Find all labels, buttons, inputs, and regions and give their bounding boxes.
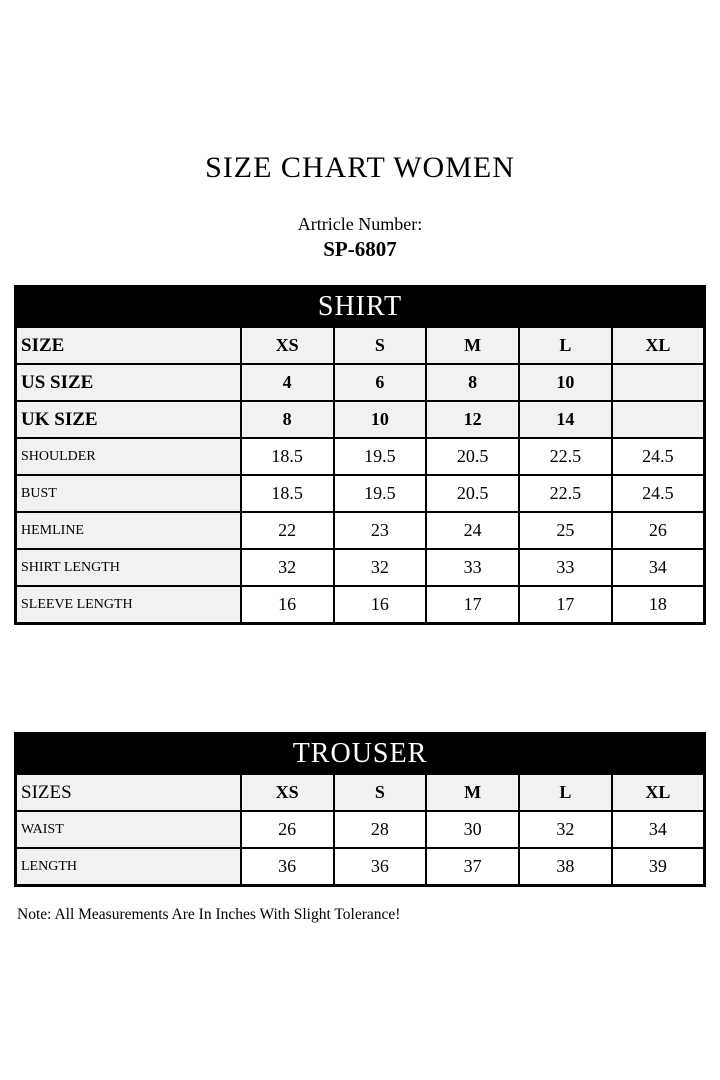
row-label: SIZES — [16, 774, 241, 811]
size-value-cell: XL — [612, 774, 705, 811]
size-value-cell: 18.5 — [241, 438, 334, 475]
table-row — [16, 512, 705, 549]
trouser-table-header-row — [16, 734, 705, 775]
size-value-cell: 22.5 — [519, 475, 612, 512]
size-value-cell: XL — [612, 327, 705, 364]
size-value-cell: M — [426, 774, 519, 811]
page-title: SIZE CHART WOMEN — [205, 151, 515, 184]
size-value-cell: 34 — [612, 549, 705, 586]
shirt-table-header-row — [16, 287, 705, 328]
size-value-cell: 12 — [426, 401, 519, 438]
size-value-cell: 23 — [334, 512, 427, 549]
size-value-cell: M — [426, 327, 519, 364]
shirt-table-body — [16, 327, 705, 624]
size-value-cell: 18 — [612, 586, 705, 624]
size-value-cell: 24 — [426, 512, 519, 549]
size-value-cell: 36 — [241, 848, 334, 886]
trouser-size-table — [14, 732, 706, 887]
table-row — [16, 586, 705, 624]
measurement-note: Note: All Measurements Are In Inches With Slight Tolerance! — [17, 906, 401, 923]
size-value-cell: 32 — [241, 549, 334, 586]
row-label: US SIZE — [16, 364, 241, 401]
size-value-cell: 10 — [334, 401, 427, 438]
size-value-cell: 28 — [334, 811, 427, 848]
size-value-cell: 20.5 — [426, 438, 519, 475]
size-value-cell: XS — [241, 774, 334, 811]
size-value-cell: 22 — [241, 512, 334, 549]
row-label: WAIST — [16, 811, 241, 848]
table-row — [16, 401, 705, 438]
size-value-cell: L — [519, 327, 612, 364]
article-number-value: SP-6807 — [323, 237, 397, 261]
size-value-cell: 19.5 — [334, 475, 427, 512]
table-row — [16, 811, 705, 848]
size-value-cell: 38 — [519, 848, 612, 886]
table-row — [16, 475, 705, 512]
size-value-cell: 36 — [334, 848, 427, 886]
table-row — [16, 438, 705, 475]
size-value-cell: 10 — [519, 364, 612, 401]
size-value-cell — [612, 401, 705, 438]
row-label: SIZE — [16, 327, 241, 364]
size-value-cell: 16 — [334, 586, 427, 624]
row-label: SHIRT LENGTH — [16, 549, 241, 586]
size-value-cell: 19.5 — [334, 438, 427, 475]
row-label: LENGTH — [16, 848, 241, 886]
shirt-table-title: SHIRT — [16, 287, 705, 328]
size-value-cell — [612, 364, 705, 401]
size-value-cell: 17 — [426, 586, 519, 624]
size-value-cell: 37 — [426, 848, 519, 886]
row-label: SHOULDER — [16, 438, 241, 475]
size-value-cell: 25 — [519, 512, 612, 549]
trouser-table-body — [16, 774, 705, 886]
table-row — [16, 774, 705, 811]
size-value-cell: 6 — [334, 364, 427, 401]
size-value-cell: 39 — [612, 848, 705, 886]
row-label: UK SIZE — [16, 401, 241, 438]
shirt-size-table — [14, 285, 706, 625]
size-value-cell: 18.5 — [241, 475, 334, 512]
size-value-cell: 22.5 — [519, 438, 612, 475]
size-value-cell: 8 — [426, 364, 519, 401]
size-value-cell: S — [334, 774, 427, 811]
size-value-cell: 4 — [241, 364, 334, 401]
size-value-cell: 16 — [241, 586, 334, 624]
size-value-cell: 30 — [426, 811, 519, 848]
row-label: SLEEVE LENGTH — [16, 586, 241, 624]
size-value-cell: 14 — [519, 401, 612, 438]
size-value-cell: 32 — [334, 549, 427, 586]
size-value-cell: 20.5 — [426, 475, 519, 512]
size-value-cell: S — [334, 327, 427, 364]
size-value-cell: 26 — [241, 811, 334, 848]
size-value-cell: 33 — [426, 549, 519, 586]
size-value-cell: 24.5 — [612, 475, 705, 512]
trouser-table-title: TROUSER — [16, 734, 705, 775]
size-value-cell: 34 — [612, 811, 705, 848]
table-row — [16, 364, 705, 401]
size-value-cell: XS — [241, 327, 334, 364]
size-value-cell: 24.5 — [612, 438, 705, 475]
row-label: HEMLINE — [16, 512, 241, 549]
size-value-cell: 8 — [241, 401, 334, 438]
article-number-label: Artricle Number: — [297, 214, 423, 234]
size-value-cell: 17 — [519, 586, 612, 624]
size-value-cell: 26 — [612, 512, 705, 549]
table-row — [16, 327, 705, 364]
size-value-cell: 32 — [519, 811, 612, 848]
size-value-cell: L — [519, 774, 612, 811]
size-chart-sheet — [14, 0, 706, 924]
row-label: BUST — [16, 475, 241, 512]
size-value-cell: 33 — [519, 549, 612, 586]
table-row — [16, 848, 705, 886]
table-row — [16, 549, 705, 586]
